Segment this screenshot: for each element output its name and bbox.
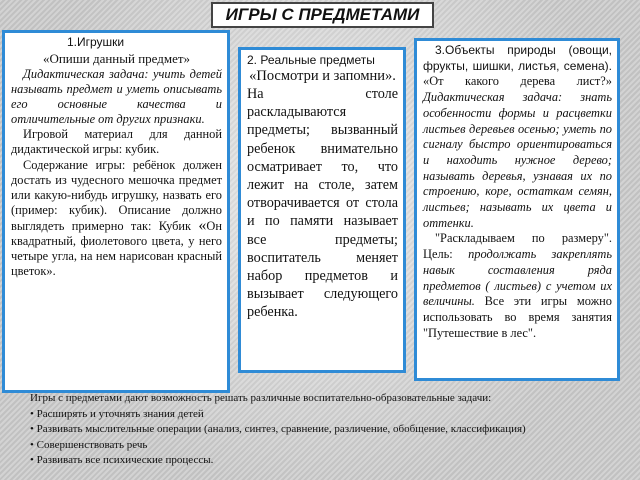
- card-real-objects-text: На столе раскладываются предметы; вызванный ребенок внимательно осматривает то, что лежит на столе, затем отворачивается от стола и по памяти называет все предметы; воспитатель меняет набор предметов и вызывает следующего ребенка.: [247, 86, 398, 321]
- summary-item: • Развивать все психические процессы.: [30, 453, 630, 469]
- card-nature-game-name: «От какого дерева лист?»: [423, 74, 612, 89]
- card-nature-game2-name: "Раскладываем по размеру".: [435, 231, 612, 246]
- card-nature-goal-label: Цель:: [423, 247, 453, 262]
- card-toys-content-end: Он квадратный, фиолетового цвета, у него четыре угла, на нем нарисован красный цветок».: [11, 218, 222, 279]
- card-real-objects-game-name: «Посмотри и запомни».: [249, 68, 396, 84]
- card-toys-content: [11, 158, 222, 280]
- summary-item: • Расширять и уточнять знания детей: [30, 407, 630, 423]
- card-toys: [2, 30, 230, 393]
- card-nature-goal: продолжать закреплять навык составления ряда предметов ( листьев) с учетом их величины.: [423, 247, 612, 309]
- card-nature-closing: Все эти игры можно использовать во время занятия "Путешествие в лес".: [423, 294, 612, 340]
- card-toys-content-start: Содержание игры: ребёнок должен достать из чудесного мешочка предмет или какую-нибудь игрушку, назвать его (пример: кубик). Описание должно выглядеть примерно так: Кубик: [11, 157, 222, 233]
- card-toys-material: Игровой материал для данной дидактической игры: кубик.: [11, 127, 222, 157]
- card-real-objects: [238, 47, 406, 373]
- summary-list: [30, 407, 630, 469]
- card-toys-content-quote: «: [198, 216, 207, 234]
- card-toys-task: Дидактическая задача: учить детей называть предмет и уметь описывать его основные качества и отличительные от других признаки.: [11, 67, 222, 127]
- card-nature-intro: [423, 43, 612, 231]
- summary-item: • Совершенствовать речь: [30, 438, 630, 454]
- card-nature-game2: [423, 231, 612, 341]
- summary: [30, 391, 630, 469]
- summary-item: • Развивать мыслительные операции (анализ, синтез, сравнение, различение, обобщение, классификация): [30, 422, 630, 438]
- slide-title: ИГРЫ С ПРЕДМЕТАМИ: [211, 2, 434, 28]
- card-nature-heading: 3.Объекты природы (овощи, фрукты, шишки, листья, семена).: [423, 43, 612, 73]
- card-nature-objects: [414, 38, 620, 381]
- card-real-objects-heading: 2. Реальные предметы: [247, 53, 375, 67]
- card-toys-heading: 1.Игрушки: [67, 35, 125, 49]
- card-toys-game-name: «Опиши данный предмет»: [42, 51, 191, 66]
- summary-intro: Игры с предметами дают возможность решать различные воспитательно-образовательные задачи:: [30, 392, 492, 404]
- card-nature-task: Дидактическая задача: знать особенности формы и расцветки листьев деревьев осенью; уметь по сигналу быстро ориентироваться и находить нужное дерево; называть деревья, узнавая их по строению, коре, остаткам семян, листьев; называть их цвета и оттенки.: [423, 90, 612, 230]
